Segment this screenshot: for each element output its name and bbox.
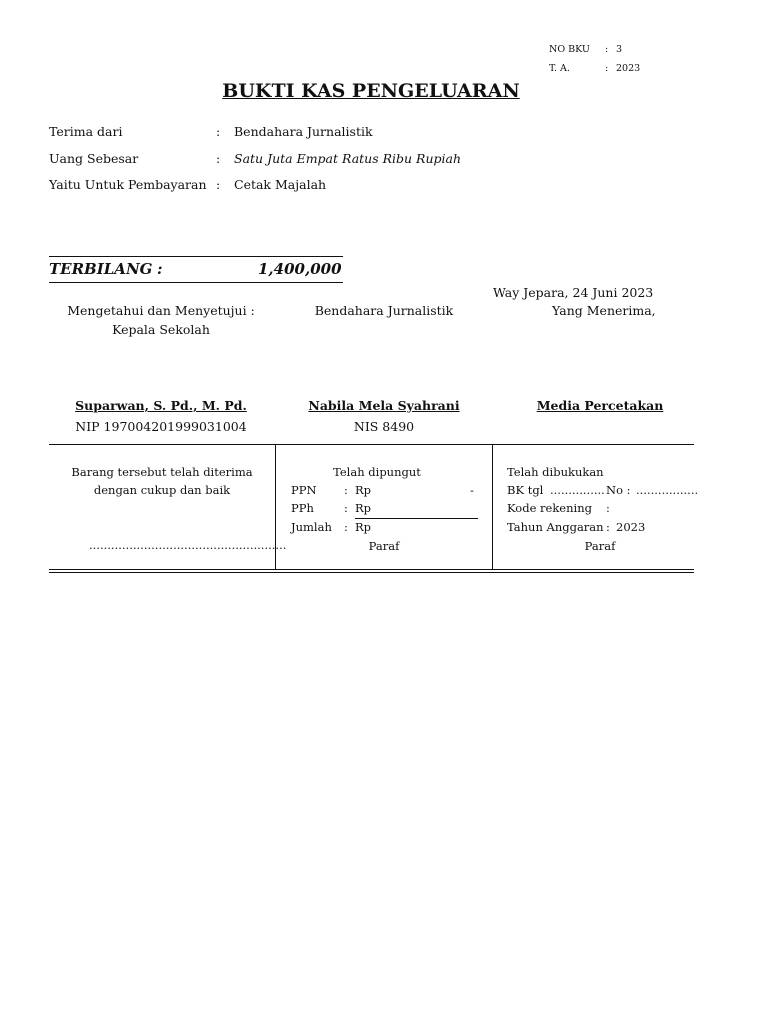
jumlah-separator: : (344, 520, 348, 534)
pph-label: PPh (291, 501, 314, 515)
signature-dots: ...................................................... (89, 538, 287, 552)
ppn-currency: Rp (355, 483, 372, 497)
no-dots: ................. (636, 483, 699, 497)
approver-nip: NIP 197004201999031004 (75, 419, 247, 434)
treasurer-title: Bendahara Jurnalistik (314, 303, 454, 318)
sum-rule (355, 518, 478, 519)
kode-rekening-separator: : (606, 501, 610, 515)
field-value-pembayaran: Cetak Majalah (234, 177, 327, 192)
bk-tgl-label: BK tgl (507, 483, 544, 497)
field-label-pembayaran: Yaitu Untuk Pembayaran (49, 177, 207, 192)
bk-tgl-dots: ............... (550, 483, 605, 497)
box-top-rule (49, 444, 694, 445)
approver-title-line1: Mengetahui dan Menyetujui : (67, 303, 255, 318)
tahun-anggaran-separator: : (606, 520, 610, 534)
box-bottom-rule-double (49, 572, 694, 573)
terbilang-bottom-rule (49, 282, 343, 283)
approver-title-line2: Kepala Sekolah (112, 322, 210, 337)
terbilang-amount: 1,400,000 (258, 260, 342, 278)
paraf-right: Paraf (584, 539, 616, 553)
ppn-label: PPN (291, 483, 317, 497)
place-date: Way Jepara, 24 Juni 2023 (493, 285, 654, 300)
no-bku-separator: : (605, 44, 609, 55)
field-value-uang-sebesar: Satu Juta Empat Ratus Ribu Rupiah (234, 151, 462, 166)
ta-separator: : (605, 63, 609, 74)
pph-separator: : (344, 501, 348, 515)
field-separator: : (216, 124, 221, 139)
approver-name: Suparwan, S. Pd., M. Pd. (75, 398, 247, 413)
tahun-anggaran-value: 2023 (616, 520, 646, 534)
terbilang-separator: : (157, 260, 163, 278)
box-bottom-rule (49, 569, 694, 570)
pph-currency: Rp (355, 501, 372, 515)
field-label-uang-sebesar: Uang Sebesar (49, 151, 139, 166)
jumlah-label: Jumlah (291, 520, 332, 534)
tahun-anggaran-label: Tahun Anggaran (507, 520, 604, 534)
no-label: No : (606, 483, 631, 497)
treasurer-name: Nabila Mela Syahrani (308, 398, 460, 413)
document-title: BUKTI KAS PENGELUARAN (222, 80, 520, 102)
jumlah-currency: Rp (355, 520, 372, 534)
receiver-title: Yang Menerima, (552, 303, 656, 318)
terbilang-top-rule (49, 256, 343, 257)
received-note-line1: Barang tersebut telah diterima (71, 465, 253, 479)
ta-label: T. A. (549, 63, 570, 74)
received-note-line2: dengan cukup dan baik (93, 483, 231, 497)
field-value-terima-dari: Bendahara Jurnalistik (234, 124, 373, 139)
ppn-separator: : (344, 483, 348, 497)
field-separator: : (216, 151, 221, 166)
terbilang-label: TERBILANG (49, 260, 153, 278)
booked-title: Telah dibukukan (507, 465, 604, 479)
field-separator: : (216, 177, 221, 192)
field-label-terima-dari: Terima dari (49, 124, 123, 139)
no-bku-label: NO BKU (549, 44, 590, 55)
receiver-name: Media Percetakan (536, 398, 664, 413)
treasurer-nis: NIS 8490 (353, 419, 415, 434)
tax-collected-title: Telah dipungut (333, 465, 421, 479)
no-bku-value: 3 (616, 44, 623, 55)
ta-value: 2023 (616, 63, 641, 74)
ppn-value: - (470, 483, 474, 497)
paraf-middle: Paraf (368, 539, 400, 553)
kode-rekening-label: Kode rekening (507, 501, 592, 515)
